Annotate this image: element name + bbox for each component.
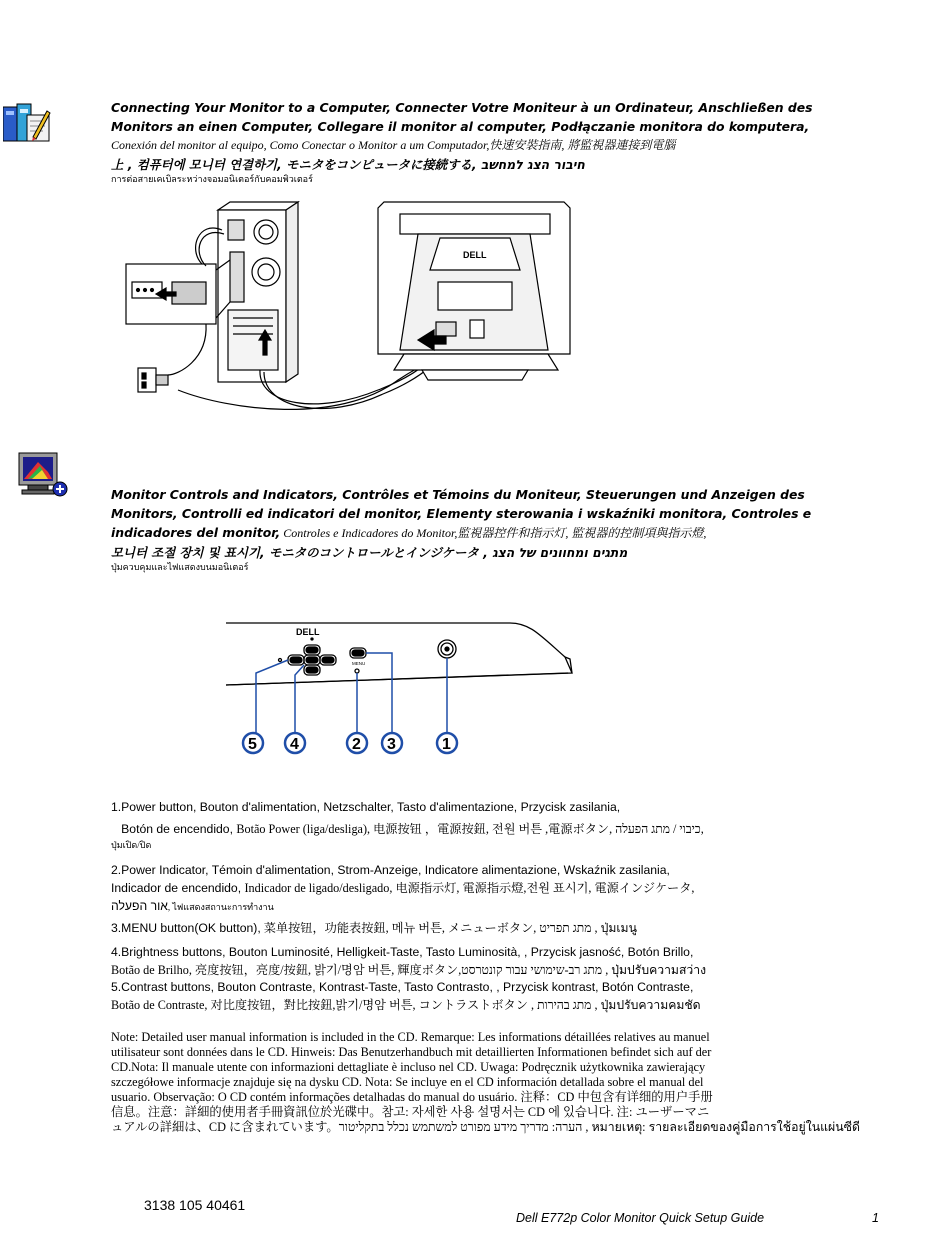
callout-1: 1 — [442, 736, 451, 753]
page-number: 1 — [872, 1211, 879, 1225]
monitor-brand-label: DELL — [463, 250, 487, 260]
note-line: 信息。注意：詳細的使用者手冊資訊位於光碟中。참고: 자세한 사용 설명서는 CD 에 있습니다. 注: ユーザーマニ — [111, 1105, 710, 1119]
heading-line: 上 , 컴퓨터에 모니터 연결하기, モニタをコンピュータに接続する, חיבור הצג למחשב — [111, 157, 585, 172]
note-line: Note: Detailed user manual information is included in the CD. Remarque: Les informations détaillées relatives au manuel — [111, 1030, 710, 1044]
item-line: 3.MENU button(OK button), 菜单按钮，功能表按鈕, 메뉴 버튼, メニューボタン, מתג תפריט , ปุ่มเมนู — [111, 921, 637, 935]
cd-note — [111, 1030, 860, 1135]
item-power-button — [111, 798, 704, 852]
item-line: 5.Contrast buttons, Bouton Contraste, Kontrast-Taste, Tasto Contrasto, , Przycisk kontrast, Botón Contraste, — [111, 980, 694, 994]
front-panel-illustration — [220, 615, 580, 765]
callout-4: 4 — [290, 736, 299, 753]
item-line: Botão de Brilho, 亮度按钮，亮度/按鈕, 밝기/명암 버튼, 輝度ボタン,מתג רב-שימושי עבור קונטרסט , ปุ่มปรับความสว่าง — [111, 963, 707, 977]
document-code: 3138 105 40461 — [144, 1197, 246, 1213]
heading-line: Monitor Controls and Indicators, Contrôles et Témoins du Moniteur, Steuerungen und Anzeigen des — [111, 487, 805, 502]
section-controls-heading — [111, 485, 851, 573]
monitor-settings-icon — [18, 452, 68, 498]
item-contrast-buttons — [111, 978, 701, 1014]
callout-2: 2 — [352, 736, 361, 753]
note-line: CD.Nota: Il manuale utente con informazioni dettagliate è incluso nel CD. Uwaga: Podręcznik użytkownika zawierający — [111, 1060, 706, 1074]
item-brightness-buttons — [111, 943, 706, 979]
heading-line-thai: ปุ่มควบคุมและไฟแสดงบนมอนิเตอร์ — [111, 562, 249, 572]
section-connecting-heading — [111, 98, 851, 185]
guide-title: Dell E772p Color Monitor Quick Setup Guide — [516, 1211, 765, 1225]
item-line-thai: ปุ่มเปิด/ปิด — [111, 840, 152, 850]
item-line: Indicador de encendido, Indicador de ligado/desligado, 电源指示灯, 電源指示燈,전원 표시기, 電源インジケータ, — [111, 881, 695, 895]
heading-line: indicadores del monitor, Controles e Indicadores do Monitor,監視器控件和指示灯, 監視器的控制項與指示燈, — [111, 525, 707, 540]
panel-brand-label: DELL — [296, 627, 320, 637]
heading-line-thai: การต่อสายเคเบิลระหว่างจอมอนิเตอร์กับคอมพิวเตอร์ — [111, 174, 313, 184]
book-pencil-icon — [3, 99, 51, 143]
menu-label: MENU — [352, 661, 366, 666]
item-line: Botón de encendido, Botão Power (liga/desliga), 电源按钮 ，電源按鈕, 전원 버튼 ,電源ボタン, כיבוי / מתג הפעלה, — [111, 822, 704, 836]
item-line: 1.Power button, Bouton d'alimentation, Netzschalter, Tasto d'alimentazione, Przycisk zasilania, — [111, 800, 621, 814]
heading-line: Monitors, Controlli ed indicatori del monitor, Elementy sterowania i wskaźniki monitora, Controles e — [111, 506, 812, 521]
item-line: אור הפעלה, ไฟแสดงสถานะการทำงาน — [111, 899, 274, 913]
heading-line: Monitors an einen Computer, Collegare il monitor al computer, Podłączanie monitora do komputera, — [111, 119, 810, 134]
item-line: 4.Brightness buttons, Bouton Luminosité, Helligkeit-Taste, Tasto Luminosità, , Przycisk jasność, Botón Brillo, — [111, 945, 694, 959]
item-power-indicator — [111, 861, 694, 916]
heading-line: Conexión del monitor al equipo, Como Conectar o Monitor a um Computador,快速安裝指南, 將監視器連接到電腦 — [111, 138, 676, 152]
note-line: ュアルの詳細は、CD に含まれています。הערה: מדריך מידע מפורט למשתמש נכלל בתקליטור , หมายเหตุ: รายละเอียดของคู่มือการใช้อยู่ในแผ่นซีดี — [111, 1120, 860, 1134]
callout-5: 5 — [248, 736, 257, 753]
note-line: usuario. Observação: O CD contém informações detalhadas do manual do usuário. 注释：CD 中包含有详细的用户手册 — [111, 1090, 713, 1104]
note-line: utilisateur sont données dans le CD. Hinweis: Das Benutzerhandbuch mit detaillierten Informationen befindet sich auf der — [111, 1045, 712, 1059]
connection-illustration — [118, 190, 590, 435]
item-menu-button — [111, 919, 637, 937]
heading-line: 모니터 조절 장치 및 표시기, モニタのコントロールとインジケータ , מתגים ומחוונים של הצג — [111, 545, 628, 560]
heading-line: Connecting Your Monitor to a Computer, Connecter Votre Moniteur à un Ordinateur, Anschließen des — [111, 100, 813, 115]
item-line: Botão de Contraste, 对比度按钮，對比按鈕,밝기/명암 버튼, コントラストボタン , מתג בהירות , ปุ่มปรับความคมชัด — [111, 998, 701, 1012]
note-line: szczegółowe informacje znajduje się na dysku CD. Nota: Se incluye en el CD información detallada sobre el manual del — [111, 1075, 704, 1089]
callout-3: 3 — [387, 736, 396, 753]
item-line: 2.Power Indicator, Témoin d'alimentation, Strom-Anzeige, Indicatore alimentazione, Wskaźnik zasilania, — [111, 863, 670, 877]
